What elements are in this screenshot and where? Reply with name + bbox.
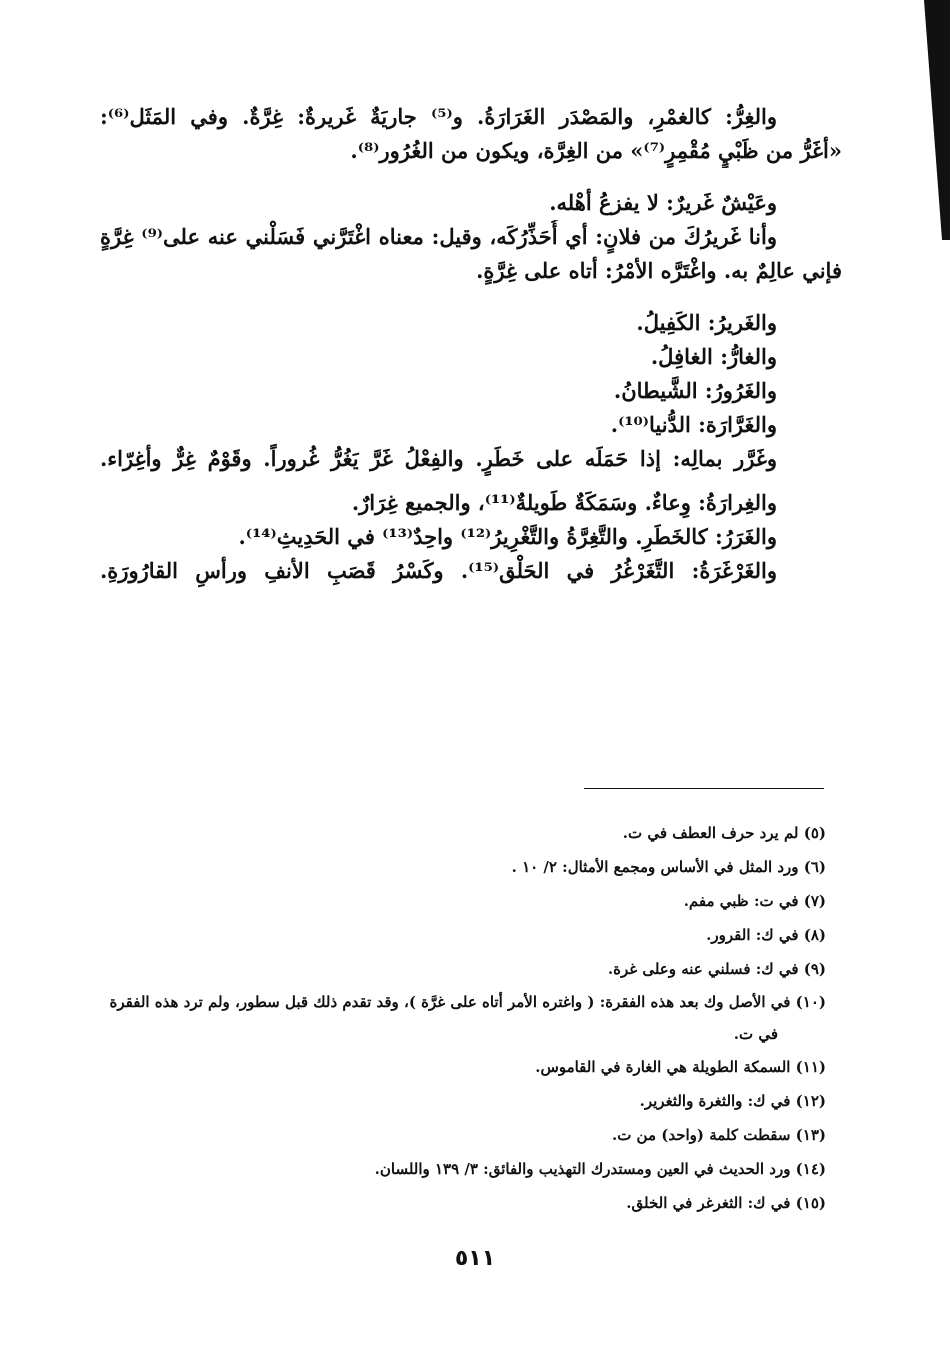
footnote: (٧) في ت: ظبي مفم. bbox=[683, 892, 826, 910]
footnote-divider bbox=[584, 788, 824, 789]
footnote: (١١) السمكة الطويلة هي الغارة في القاموس. bbox=[535, 1058, 826, 1076]
text-line: والغَريرُ: الكَفِيلُ. bbox=[636, 310, 777, 335]
text-line: والغَرُورُ: الشَّيطانُ. bbox=[613, 378, 777, 403]
footnote: (١٠) في الأصل وك بعد هذه الفقرة: ( واغتره الأمر أتاه على غرَّة )، وقد تقدم ذلك قبل سطور، ولم ترد هذه الفقرة في ت. bbox=[109, 993, 826, 1043]
text-line: والغِرُّ: كالغمْرِ، والمَصْدَر الغَرَارَةُ. و⁽⁵⁾ جاريَةٌ غَريرةٌ: غِرَّةٌ. وفي المَثَل⁽⁶⁾: bbox=[100, 104, 778, 129]
text-line: والغِرارَةُ: وِعاءٌ. وسَمَكَةٌ طَويلةٌ⁽¹¹⁾، والجميع غِرَارٌ. bbox=[351, 490, 777, 515]
footnote: (٥) لم يرد حرف العطف في ت. bbox=[622, 824, 826, 842]
footnote: (١٣) سقطت كلمة (واحد) من ت. bbox=[611, 1126, 826, 1144]
main-text bbox=[100, 100, 842, 588]
text-line: والغَرْغَرَةُ: التَّغَرْغُرُ في الحَلْق⁽¹⁵⁾. وكَسْرُ قَصَبِ الأنفِ ورأسِ القارُورَةِ. bbox=[100, 558, 777, 583]
page-number: ٥١١ bbox=[454, 1246, 496, 1271]
text-line: وغَرَّر بمالِه: إذا حَمَلَه على خَطَرٍ. والفِعْلُ غَرَّ يَغُرُّ غُروراً. وقَوْمٌ غِرٌّ وأغِرّاء. bbox=[100, 446, 777, 471]
footnote: (١٤) ورد الحديث في العين ومستدرك التهذيب والفائق: ٣/ ١٣٩ واللسان. bbox=[374, 1160, 826, 1178]
footnote: (٦) ورد المثل في الأساس ومجمع الأمثال: ٢/ ١٠ . bbox=[511, 858, 826, 876]
text-line: «أغَرُّ من ظَبْيٍ مُقْمِرٍ⁽⁷⁾» من الغِرَّة، ويكون من الغُرُور⁽⁸⁾. bbox=[350, 138, 842, 163]
footnote: (٨) في ك: القرور. bbox=[706, 926, 826, 944]
text-line: والغَرَرُ: كالخَطَرِ. والتَّغِرَّةُ والتَّغْرِيرُ⁽¹²⁾ واحِدٌ⁽¹³⁾ في الحَدِيثِ⁽¹⁴⁾. bbox=[238, 524, 777, 549]
text-line: فإني عالِمٌ به. واغْتَرَّه الأمْرُ: أتاه على غِرَّةٍ. bbox=[476, 258, 842, 283]
footnote: (١٢) في ك: والثغرة والثغرير. bbox=[639, 1092, 826, 1110]
footnotes bbox=[100, 816, 826, 1220]
footnote: (١٥) في ك: الثغرغر في الخلق. bbox=[626, 1194, 826, 1212]
text-line: وعَيْشٌ غَريرٌ: لا يفزعُ أهْله. bbox=[549, 190, 777, 215]
footnote: (٩) في ك: فسلني عنه وعلى غرة. bbox=[607, 960, 826, 978]
text-line: والغارُّ: الغافِلُ. bbox=[650, 344, 777, 369]
page-edge-mark bbox=[908, 0, 950, 240]
text-line: وأنا غَريرُكَ من فلانٍ: أي أُحَذِّرُكَه، وقيل: معناه اغْتَرَّني فَسَلْني عنه على⁽⁹⁾ غِرَّةٍ bbox=[100, 224, 778, 249]
text-line: والغَرَّارَة: الدُّنيا⁽¹⁰⁾. bbox=[610, 412, 777, 437]
